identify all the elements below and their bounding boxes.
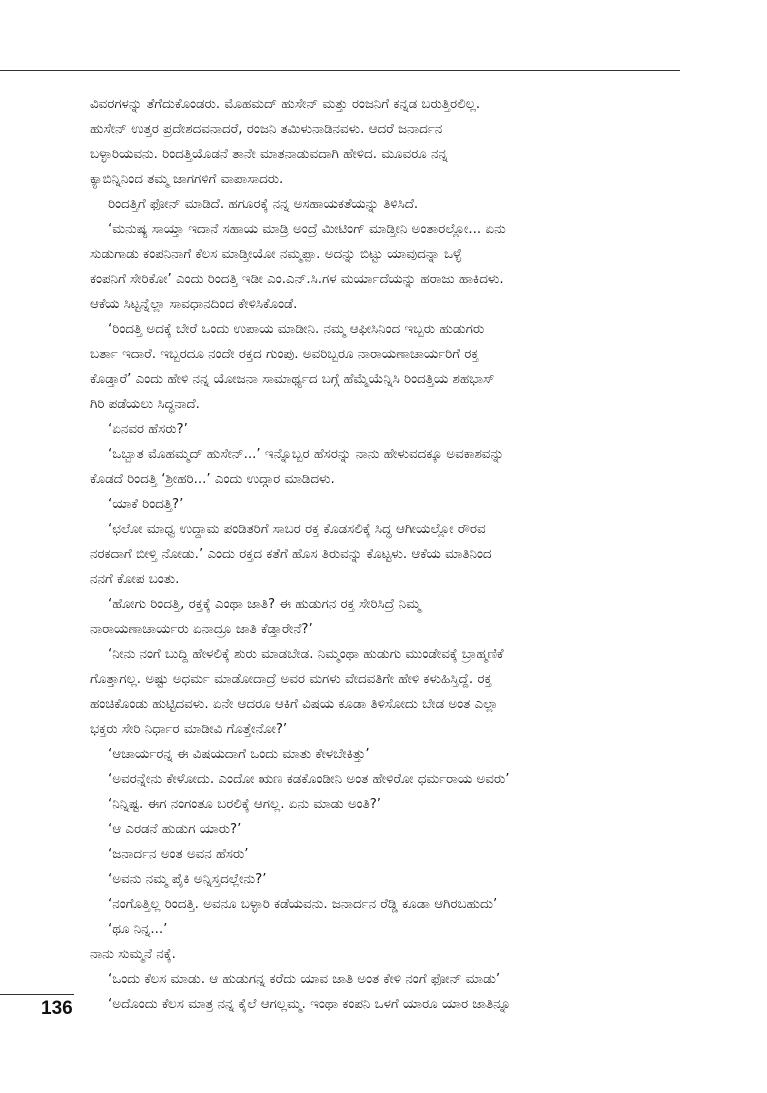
text-line: ‘ಏನವರ ಹೆಸರು?’: [108, 422, 188, 437]
text-line: ‘ಅವರನ್ನೇನು ಕೇಳೋದು. ಎಂದೋ ಋಣ ಕಡಕೊಂಡೀನಿ ಅಂತ ಹೇಳಿರೋ ಧರ್ಮರಾಯ ಅವರು’: [108, 772, 510, 787]
bottom-rule: [0, 994, 74, 995]
text-line: ನನಗೆ ಕೋಪ ಬಂತು.: [90, 572, 180, 587]
text-line: ‘ಒಬ್ಬಾತ ಮೊಹಮ್ಮದ್ ಹುಸೇನ್...’ ಇನ್ನೊಬ್ಬರ ಹೆಸರನ್ನು ನಾನು ಹೇಳುವದಕ್ಕೂ ಅವಕಾಶವನ್ನು: [108, 447, 504, 462]
text-line: ಕೊಡ್ತಾರೆ’ ಎಂದು ಹೇಳಿ ನನ್ನ ಯೋಜನಾ ಸಾಮಾರ್ಥ್ಯದ ಬಗ್ಗೆ ಹೆಮ್ಮೆಯೆನ್ನಿಸಿ ರಿಂದತ್ತಿಯ ಶಹಭಾಸ್: [90, 372, 495, 387]
text-line: ನರಕದಾಗೆ ಬೀಳ್ತಿ ನೋಡು.’ ಎಂದು ರಕ್ತದ ಕತೆಗೆ ಹೊಸ ತಿರುವನ್ನು ಕೊಟ್ಟಳು. ಆಕೆಯ ಮಾತಿನಿಂದ: [90, 547, 492, 562]
top-rule: [0, 70, 680, 71]
text-line: ಕ್ಯಾಬಿನ್ನಿನಿಂದ ತಮ್ಮ ಜಾಗಗಳಿಗೆ ವಾಪಾಸಾದರು.: [90, 172, 284, 187]
text-line: ‘ಆಚಾರ್ಯರನ್ನ ಈ ವಿಷಯದಾಗೆ ಒಂದು ಮಾತು ಕೇಳಬೇಕಿತ್ತು’: [108, 747, 370, 762]
text-line: ಬರ್ತಾ ಇದಾರೆ. ಇಬ್ಬರದೂ ನಂದೇ ರಕ್ತದ ಗುಂಪು. ಅವರಿಬ್ಬರೂ ನಾರಾಯಣಾಚಾರ್ಯರಿಗೆ ರಕ್ತ: [90, 347, 479, 362]
text-line: ಭಕ್ತರು ಸೇರಿ ನಿರ್ಧಾರ ಮಾಡೀವಿ ಗೊತ್ತೇನೋ?’: [90, 722, 288, 737]
text-line: ಆಕೆಯ ಸಿಟ್ಟನ್ನೆಲ್ಲಾ ಸಾವಧಾನದಿಂದ ಕೇಳಿಸಿಕೊಂಡೆ.: [90, 297, 298, 312]
text-line: ಹುಸೇನ್ ಉತ್ತರ ಪ್ರದೇಶದವನಾದರೆ, ರಂಜನಿ ತಮಿಳುನಾಡಿನವಳು. ಆದರೆ ಜನಾರ್ದನ: [90, 122, 443, 137]
text-line: ‘ಯಾಕೆ ರಿಂದತ್ತಿ?’: [108, 497, 184, 512]
text-line: ನಾನು ಸುಮ್ಮನೆ ನಕ್ಕೆ.: [90, 947, 176, 962]
text-line: ‘ನಿನ್ನಿಷ್ಟ. ಈಗ ನಂಗಂತೂ ಬರಲಿಕ್ಕೆ ಆಗಲ್ಲ. ಏನು ಮಾಡು ಅಂತಿ?’: [108, 797, 382, 812]
text-line: ‘ನಂಗೊತ್ತಿಲ್ಲ ರಿಂದತ್ತಿ. ಅವನೂ ಬಳ್ಳಾರಿ ಕಡೆಯವನು. ಜನಾರ್ದನ ರೆಡ್ಡಿ ಕೂಡಾ ಆಗಿರಬಹುದು’: [108, 897, 498, 912]
text-line: ಹಂಚಿಕೊಂಡು ಹುಟ್ಟಿದವಳು. ಏನೇ ಆದರೂ ಆಕಿಗೆ ವಿಷಯ ಕೂಡಾ ತಿಳಿಸೋದು ಬೇಡ ಅಂತ ಎಲ್ಲಾ: [90, 697, 499, 712]
page-body: [90, 92, 680, 1017]
text-line: ‘ಜನಾರ್ದನ ಅಂತ ಅವನ ಹೆಸರು’: [108, 847, 249, 862]
text-line: ಗೊತ್ತಾಗಲ್ಲ. ಅಷ್ಟು ಅಧರ್ಮ ಮಾಡೋದಾದ್ರೆ ಅವರ ಮಗಳು ವೇದವತಿಗೇ ಹೇಳಿ ಕಳುಹಿಸ್ತಿದ್ದೆ. ರಕ್ತ: [90, 672, 492, 687]
text-line: ‘ಛಲೋ ಮಾಧ್ವ ಉದ್ದಾಮ ಪಂಡಿತರಿಗೆ ಸಾಬರ ರಕ್ತ ಕೊಡಸಲಿಕ್ಕೆ ಸಿದ್ಧ ಆಗೀಯಲ್ಲೋ ರೌರವ: [108, 522, 486, 537]
text-line: ‘ಅವನು ನಮ್ಮ ಪೈಕಿ ಅನ್ನಿಸ್ತದಲ್ಲೇನು?’: [108, 872, 267, 887]
text-line: ‘ಅದೊಂದು ಕೆಲಸ ಮಾತ್ರ ನನ್ನ ಕೈಲೆ ಆಗಲ್ಲಮ್ಮ. ಇಂಥಾ ಕಂಪನಿ ಒಳಗೆ ಯಾರೂ ಯಾರ ಜಾತಿನ್ನೂ: [108, 997, 511, 1012]
text-line: ಗಿರಿ ಪಡೆಯಲು ಸಿದ್ಧನಾದೆ.: [90, 397, 200, 412]
text-line: ನಾರಾಯಣಾಚಾರ್ಯರು ಏನಾದ್ರೂ ಜಾತಿ ಕೆಡ್ತಾರೇನೆ?’: [90, 622, 313, 637]
text-line: ಸುಡುಗಾಡು ಕಂಪನಿನಾಗೆ ಕೆಲಸ ಮಾಡ್ತೀಯೋ ನಮ್ಮಪ್ಪಾ. ಅದನ್ನು ಬಿಟ್ಟು ಯಾವುದನ್ನಾ ಒಳ್ಳೆ: [90, 247, 462, 262]
text-line: ಕೊಡದೆ ರಿಂದತ್ತಿ ‘ಶ್ರೀಹರಿ...’ ಎಂದು ಉದ್ಗಾರ ಮಾಡಿದಳು.: [90, 472, 335, 487]
text-line: ‘ಒಂದು ಕೆಲಸ ಮಾಡು. ಆ ಹುಡುಗನ್ನ ಕರೆದು ಯಾವ ಜಾತಿ ಅಂತ ಕೇಳಿ ನಂಗೆ ಫೋನ್ ಮಾಡು’: [108, 972, 501, 987]
text-line: ಕಂಪನಿಗೆ ಸೇರಿಕೋ’ ಎಂದು ರಿಂದತ್ತಿ ಇಡೀ ಎಂ.ಎನ್.ಸಿ.ಗಳ ಮರ್ಯಾದೆಯನ್ನು ಹರಾಜು ಹಾಕಿದಳು.: [90, 272, 504, 287]
text-line: ವಿವರಗಳನ್ನು ತೆಗೆದುಕೊಂಡರು. ಮೊಹಮದ್ ಹುಸೇನ್ ಮತ್ತು ರಂಜನಿಗೆ ಕನ್ನಡ ಬರುತ್ತಿರಲಿಲ್ಲ.: [90, 97, 481, 112]
page-number: 136: [41, 998, 73, 1019]
text-line: ‘ಮನುಷ್ಯ ಸಾಯ್ತಾ ಇದಾನೆ ಸಹಾಯ ಮಾಡ್ರಿ ಅಂದ್ರೆ ಮೀಟಿಂಗ್ ಮಾಡ್ತೀನಿ ಅಂತಾರಲ್ಲೋ... ಏನು: [108, 222, 506, 237]
text-line: ‘ರಿಂದತ್ತಿ ಅದಕ್ಕೆ ಬೇರೆ ಒಂದು ಉಪಾಯ ಮಾಡೀನಿ. ನಮ್ಮ ಆಫೀಸಿನಿಂದ ಇಬ್ಬರು ಹುಡುಗರು: [108, 322, 485, 337]
text-line: ರಿಂದತ್ತಿಗೆ ಫೋನ್ ಮಾಡಿದೆ. ಹಗೂರಕ್ಕೆ ನನ್ನ ಅಸಹಾಯಕತೆಯನ್ನು ತಿಳಿಸಿದೆ.: [108, 197, 419, 212]
text-line: ಬಳ್ಳಾರಿಯವನು. ರಿಂದತ್ತಿಯೊಡನೆ ತಾನೇ ಮಾತನಾಡುವದಾಗಿ ಹೇಳಿದ. ಮೂವರೂ ನನ್ನ: [90, 147, 448, 162]
text-line: ‘ಥೂ ನಿನ್ನ...’: [108, 922, 168, 937]
text-line: ‘ನೀನು ನಂಗೆ ಬುದ್ದಿ ಹೇಳಲಿಕ್ಕೆ ಶುರು ಮಾಡಬೇಡ. ನಿಮ್ಮಂಥಾ ಹುಡುಗು ಮುಂಡೇವಕ್ಕೆ ಬ್ರಾಹ್ಮಣಿಕೆ: [108, 647, 504, 662]
text-line: ‘ಹೋಗು ರಿಂದತ್ತಿ, ರಕ್ತಕ್ಕೆ ಎಂಥಾ ಜಾತಿ? ಈ ಹುಡುಗನ ರಕ್ತ ಸೇರಿಸಿದ್ರೆ ನಿಮ್ಮ: [108, 597, 421, 612]
text-line: ‘ಆ ಎರಡನೆ ಹುಡುಗ ಯಾರು?’: [108, 822, 242, 837]
